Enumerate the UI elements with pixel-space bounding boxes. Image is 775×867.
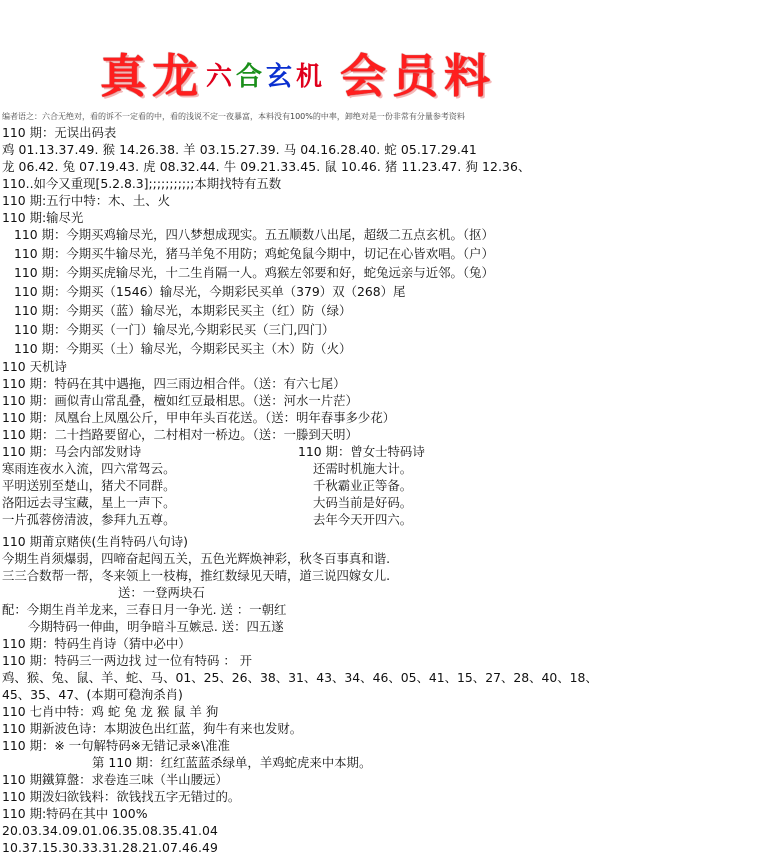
text-line: 110 期：特码在其中遇拖，四三雨边相合伴。（送：有六七尾） (2, 376, 346, 391)
text-line: 110 天机诗 (2, 359, 67, 374)
banner-char-8: 员 (392, 49, 438, 103)
text-line: 110 期：今期买牛输尽光，猪马羊兔不用防；鸡蛇兔鼠今期中，切记在心皆欢唱。（户） (14, 246, 494, 261)
text-line: 110 期:五行中特：木、土、火 (2, 193, 171, 208)
text-line: 第 110 期：红红蓝蓝杀绿单，羊鸡蛇虎来中本期。 (92, 755, 372, 770)
banner-char-4: 合 (236, 62, 263, 92)
text-line: 寒雨连夜水入流，四六常驾云。 (2, 461, 176, 476)
text-line: 110 期：无误出码表 (2, 125, 117, 140)
text-line: 110 期：※ 一句解特码※无错记录※\准准 (2, 738, 230, 753)
text-line: 今期特码一伸曲，明争暗斗互嫉忌. 送：四五遂 (28, 619, 284, 634)
text-line: 三三合数帮一帮，冬来领上一枝梅，推红数绿见天晴，道三说四嫁女儿. (2, 568, 391, 583)
banner-char-5: 玄 (266, 62, 293, 92)
text-line: 110 期：画似青山常乱叠，檀如红豆最相思。（送：河水一片茫） (2, 393, 358, 408)
text-line: 110 期：特码三一两边找 过一位有特码 ： 开 (2, 653, 253, 668)
text-line: 110 期：今期买（1546）输尽光，今期彩民买单（379）双（268）尾 (14, 284, 406, 299)
text-line: 110 期鐵算盤：求卷连三味（半山腰远） (2, 772, 228, 787)
text-line: 110 期新波色诗：本期波色出红蓝，狗牛有来也发财。 (2, 721, 303, 736)
banner-char-9: 料 (444, 49, 490, 103)
banner-char-2: 龙 (152, 49, 198, 103)
text-line: 龙 06.42. 兔 07.19.43. 虎 08.32.44. 牛 09.21.33.45. 鼠 10.46. 猪 11.23.47. 狗 12.36、 (2, 159, 531, 174)
text-line: 110 期泼妇欲钱料：欲钱找五字无错过的。 (2, 789, 241, 804)
text-line: 110 期：曾女士特码诗 (298, 444, 425, 459)
text-line: 鸡、猴、兔、鼠、羊、蛇、马、01、25、26、38、31、43、34、46、05、41、15、27、28、40、18、 (2, 670, 598, 685)
text-line: 配：今期生肖羊龙来，三春日月一争光. 送 ：一朝红 (2, 602, 287, 617)
header-banner (100, 40, 500, 102)
banner-char-6: 机 (296, 62, 323, 92)
text-line: 110 期：今期买鸡输尽光，四八梦想成现实。五五顺数八出尾，超级二五点玄机。（抠） (14, 227, 494, 242)
text-line: 110 七肖中特：鸡 蛇 兔 龙 猴 鼠 羊 狗 (2, 704, 219, 719)
text-line: 去年今天开四六。 (313, 512, 413, 527)
text-line: 110..如今又重现[5.2.8.3];;;;;;;;;;;本期找特有五数 (2, 176, 282, 191)
text-line: 110 期：今期买（蓝）输尽光，本期彩民买主（红）防（绿） (14, 303, 352, 318)
banner-char-1: 真 (100, 49, 146, 103)
text-line: 45、35、47、(本期可稳洵杀肖) (2, 687, 183, 702)
text-line: 10.37.15.30.33.31.28.21.07.46.49 (2, 840, 219, 855)
text-line: 110 期:特码在其中 100% (2, 806, 148, 821)
text-line: 千秋霸业正等备。 (313, 478, 413, 493)
text-line: 洛阳远去寻宝藏，星上一声下。 (2, 495, 176, 510)
banner-char-7: 会 (340, 49, 386, 103)
text-line: 平明送别至楚山，猪犬不同群。 (2, 478, 176, 493)
text-line: 110 期：二十挡路要留心，二村相对一桥边。（送：一滕到天明） (2, 427, 358, 442)
text-line: 一片孤蓉傍清波，参拜九五尊。 (2, 512, 176, 527)
disclaimer-text: 编者语之：六合无绝对，看的诉不一定看的中，看的浅说不定一夜暴富，本料没有100%的中率，卸绝对是一份非常有分量参考资料 (2, 112, 465, 121)
text-line: 110 期莆京赌侠(生肖特码八句诗) (2, 534, 188, 549)
banner-char-3: 六 (206, 62, 233, 92)
text-line: 110 期：马会内部发财诗 (2, 444, 142, 459)
text-line: 110 期：今期买（一门）输尽光,今期彩民买（三门,四门） (14, 322, 335, 337)
text-line: 今期生肖须爆弱，四啼奋起闯五关，五色光辉焕神彩，秋冬百事真和谐. (2, 551, 391, 566)
text-line: 110 期:输尽光 (2, 210, 84, 225)
text-line: 还需时机施大计。 (313, 461, 413, 476)
text-line: 鸡 01.13.37.49. 猴 14.26.38. 羊 03.15.27.39. 马 04.16.28.40. 蛇 05.17.29.41 (2, 142, 477, 157)
text-line: 110 期：今期买虎输尽光，十二生肖隔一人。鸡猴左邻要和好，蛇兔远亲与近邻。（兔） (14, 265, 494, 280)
text-line: 110 期：今期买（土）输尽光，今期彩民买主（木）防（火） (14, 341, 352, 356)
text-line: 20.03.34.09.01.06.35.08.35.41.04 (2, 823, 219, 838)
text-line: 110 期：凤凰台上凤凰公斤，甲申年头百花送。（送：明年春事多少花） (2, 410, 396, 425)
text-line: 110 期：特码生肖诗（猜中必中） (2, 636, 191, 651)
text-line: 大码当前是好码。 (313, 495, 413, 510)
text-line: 送：一登两块石 (118, 585, 205, 600)
